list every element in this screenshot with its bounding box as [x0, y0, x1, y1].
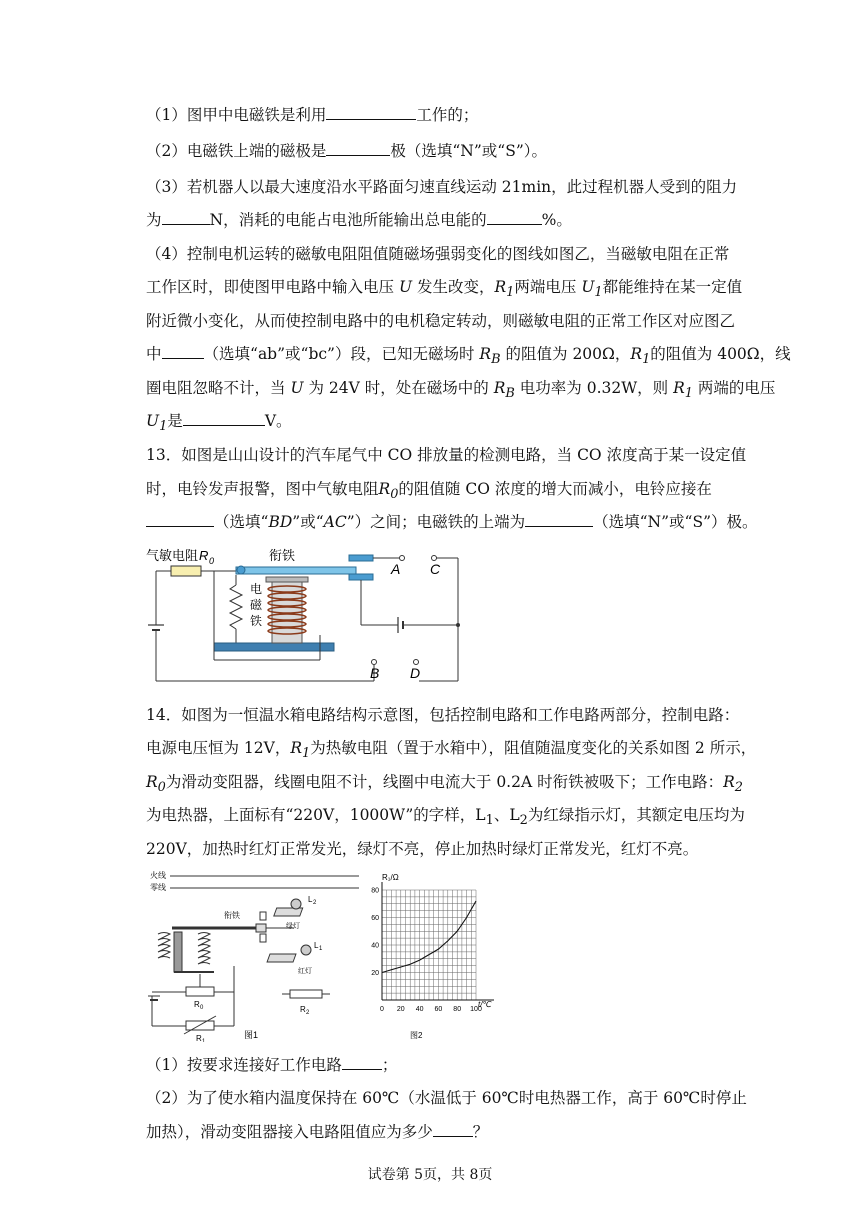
svg-text:L: L: [308, 895, 313, 904]
q14-line4: 为电热器，上面标有“220V，1000W”的字样，$L_1$、$L_2$为红绿指示灯，其额定电压均为: [146, 806, 745, 829]
y-axis-label: R₁/Ω: [382, 873, 399, 882]
chart-grid: [382, 882, 494, 1000]
terminal-B: B: [370, 665, 380, 681]
lower-contact: [349, 574, 373, 580]
upper-contact: [349, 555, 373, 561]
armature: [236, 567, 356, 574]
q12-part1: （1）图甲中电磁铁是利用 工作的；: [146, 106, 479, 124]
q12-part4-line5: 圈电阻忽略不计，当 U 为 24V 时，处在磁场中的 $R_B$ 电功率为 0.32W，则 $R_1$ 两端的电压: [146, 379, 776, 402]
base-plate: [214, 643, 334, 651]
q13-circuit-figure: [144, 545, 474, 687]
x-axis-label: t/℃: [478, 1000, 492, 1009]
chart-ticks: [371, 888, 482, 1014]
heater-R2: [290, 990, 322, 998]
q14-sub1: （1）按要求连接好工作电路 ；: [146, 1056, 398, 1074]
q12-part4-line6: $U_1$是 V。: [146, 412, 292, 435]
answer-blank[interactable]: [433, 1122, 473, 1137]
coil: [198, 933, 210, 965]
electromagnet-label-2: 磁: [250, 598, 263, 612]
armature-label: 衔铁: [269, 548, 296, 563]
lamp-L2: [274, 899, 303, 916]
q12-part4-line4: 中 （选填“ab”或“bc”）段，已知无磁场时 $R_B$ 的阻值为 200Ω，$R_1$的阻值为 400Ω，线: [146, 345, 791, 368]
answer-blank[interactable]: [342, 1055, 382, 1070]
svg-text:1: 1: [202, 1039, 206, 1042]
spring: [158, 933, 170, 959]
answer-blank[interactable]: [183, 411, 265, 426]
answer-blank[interactable]: [326, 105, 416, 120]
armature-label: 衔铁: [224, 911, 240, 920]
y-tick-label: 60: [371, 915, 379, 922]
y-tick-label: 20: [371, 970, 379, 977]
x-tick-label: 40: [415, 1006, 424, 1013]
svg-text:2: 2: [306, 1010, 310, 1016]
gas-resistor-label: 气敏电阻: [146, 548, 199, 563]
y-tick-label: 80: [371, 887, 379, 895]
spring: [230, 585, 242, 629]
svg-text:R: R: [196, 1034, 202, 1042]
electromagnet-label-3: 铁: [250, 614, 263, 628]
q12-part4-line2: 工作区时，即使图甲电路中输入电压 U 发生改变，$R_1$两端电压 $U_1$都能维持在某一定值: [146, 278, 743, 301]
red-lamp-label: 红灯: [298, 968, 312, 975]
resistor-R0: [186, 987, 214, 996]
q14-figure2-chart: [366, 868, 510, 1044]
x-tick-label: 20: [396, 1006, 405, 1013]
q14-line3: $R_0$为滑动变阻器，线圈电阻不计，线圈中电流大于 0.2A 时衔铁被吸下；工作电路：$R_2$: [146, 773, 743, 796]
answer-blank[interactable]: [525, 512, 593, 527]
q14-line5: 220V，加热时红灯正常发光，绿灯不亮，停止加热时绿灯正常发光，红灯不亮。: [146, 840, 699, 858]
terminal-C: C: [430, 561, 441, 577]
svg-text:R: R: [199, 548, 209, 563]
q14-sub2-line2: 加热），滑动变阻器接入电路阻值应为多少 ？: [146, 1123, 489, 1141]
x-tick-label: 100: [470, 1006, 482, 1013]
q12-part2: （2）电磁铁上端的磁极是 极（选填“N”或“S”）。: [146, 142, 548, 160]
q13-line2: 时，电铃发声报警，图中气敏电阻$R_0$的阻值随 CO 浓度的增大而减小，电铃应接在: [146, 480, 712, 503]
answer-blank[interactable]: [487, 210, 542, 225]
q12-part3-line1: （3）若机器人以最大速度沿水平路面匀速直线运动 21min，此过程机器人受到的阻力: [146, 178, 738, 196]
neutral-wire-label: 零线: [150, 883, 166, 892]
answer-blank[interactable]: [162, 344, 204, 359]
x-tick-label: 60: [434, 1006, 443, 1013]
figure2-caption: 图2: [410, 1031, 423, 1040]
q14-sub2-line1: （2）为了使水箱内温度保持在 60℃（水温低于 60℃时电热器工作，高于 60℃时停止: [146, 1089, 747, 1107]
q14-line1: 14．如图为一恒温水箱电路结构示意图，包括控制电路和工作电路两部分，控制电路：: [146, 706, 740, 724]
answer-blank[interactable]: [146, 512, 214, 527]
x-tick-label: 0: [380, 1006, 384, 1013]
svg-text:1: 1: [319, 946, 323, 952]
q12-part3-line2: 为 N，消耗的电能占电池所能输出总电能的 %。: [146, 211, 572, 229]
svg-text:2: 2: [313, 900, 317, 906]
q14-figure1-circuit: [144, 866, 366, 1042]
green-lamp-label: 绿灯: [286, 923, 300, 930]
terminal-A: A: [391, 561, 401, 577]
answer-blank[interactable]: [162, 210, 210, 225]
q12-part4-line1: （4）控制电机运转的磁敏电阻阻值随磁场强弱变化的图线如图乙，当磁敏电阻在正常: [146, 245, 730, 263]
svg-text:R: R: [300, 1005, 306, 1014]
gas-resistor: [171, 566, 201, 576]
iron-core: [174, 932, 182, 972]
svg-text:0: 0: [200, 1005, 204, 1011]
q12-part4-line3: 附近微小变化，从而使控制电路中的电机稳定转动，则磁敏电阻的正常工作区对应图乙: [146, 312, 736, 330]
answer-blank[interactable]: [326, 141, 390, 156]
terminal-D: D: [410, 665, 421, 681]
figure1-caption: 图1: [244, 1030, 259, 1040]
q13-line1: 13．如图是山山设计的汽车尾气中 CO 排放量的检测电路，当 CO 浓度高于某一设定值: [146, 446, 747, 464]
svg-text:R: R: [194, 1000, 200, 1009]
svg-text:0: 0: [209, 556, 215, 566]
svg-text:L: L: [314, 941, 319, 950]
y-tick-label: 40: [371, 942, 379, 950]
q14-line2: 电源电压恒为 12V，$R_1$为热敏电阻（置于水箱中），阻值随温度变化的关系如图 2 所示，: [146, 739, 757, 762]
page-footer: 试卷第 5页，共 8页: [367, 1167, 493, 1183]
lamp-L1: [267, 945, 311, 962]
q13-line3: （选填“BD”或“AC”）之间；电磁铁的上端为 （选填“N”或“S”）极。: [146, 512, 758, 532]
live-wire-label: 火线: [150, 871, 166, 880]
electromagnet-label-1: 电: [250, 582, 263, 596]
x-tick-label: 80: [453, 1006, 462, 1013]
